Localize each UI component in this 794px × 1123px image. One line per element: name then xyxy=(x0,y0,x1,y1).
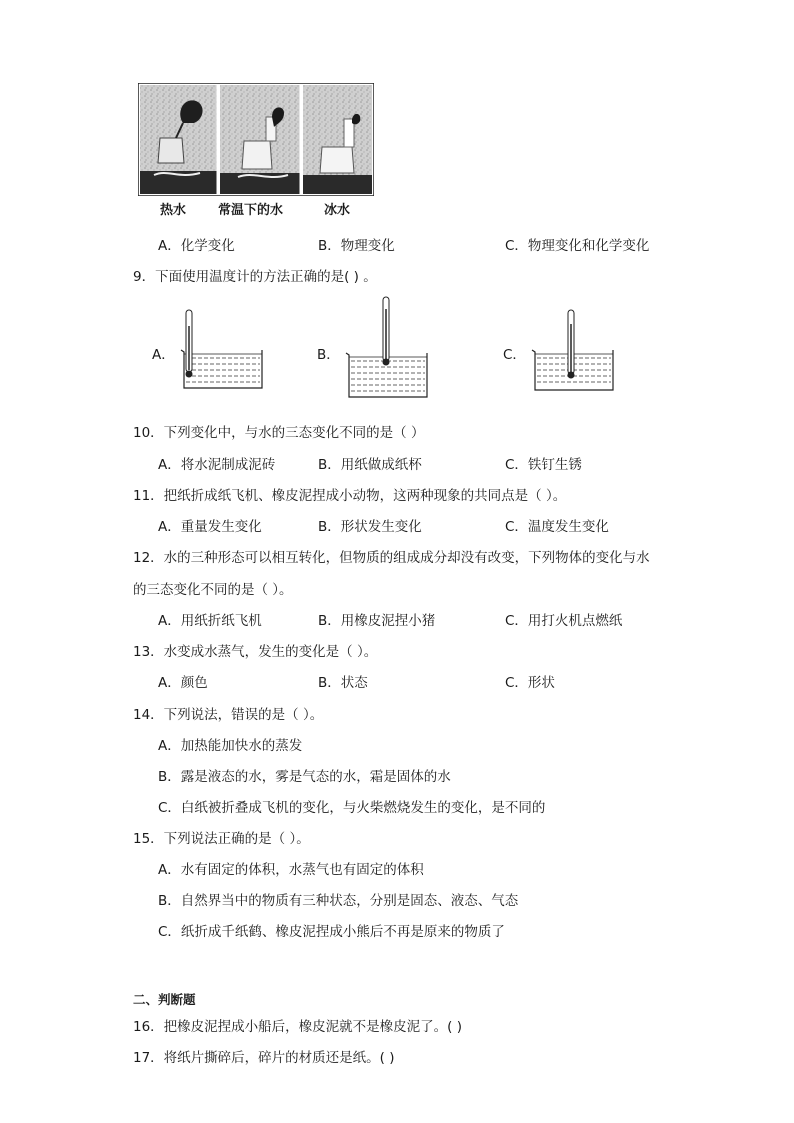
q13-stem: 13．水变成水蒸气，发生的变化是（ ）。 xyxy=(133,644,378,660)
q8-option-a: A．化学变化 xyxy=(158,238,235,254)
q13-option-c: C．形状 xyxy=(505,675,555,691)
q9-label-a: A． xyxy=(152,347,175,363)
room-temp-water-photo xyxy=(220,85,300,194)
q8-option-c: C．物理变化和化学变化 xyxy=(505,238,650,254)
balloon-bottle-photo-strip xyxy=(138,83,374,196)
q11-stem: 11．把纸折成纸飞机、橡皮泥捏成小动物，这两种现象的共同点是（ ）。 xyxy=(133,488,567,504)
q9-label-b: B． xyxy=(317,347,340,363)
beaker-a-diagram xyxy=(176,306,266,396)
q12-option-c: C．用打火机点燃纸 xyxy=(505,613,623,629)
q10-stem: 10．下列变化中，与水的三态变化不同的是（ ） xyxy=(133,425,425,441)
q11-option-b: B．形状发生变化 xyxy=(318,519,422,535)
q11-option-a: A．重量发生变化 xyxy=(158,519,262,535)
q12-option-b: B．用橡皮泥捏小猪 xyxy=(318,613,436,629)
caption-ice-water: 冰水 xyxy=(324,203,351,218)
q15-option-c: C．纸折成千纸鹤、橡皮泥捏成小熊后不再是原来的物质了 xyxy=(158,924,505,940)
q14-option-c: C．白纸被折叠成飞机的变化，与火柴燃烧发生的变化，是不同的 xyxy=(158,800,546,816)
beaker-c-diagram xyxy=(529,306,619,396)
beaker-b-water-lines xyxy=(351,361,425,391)
q14-option-b: B．露是液态的水，雾是气态的水，霜是固体的水 xyxy=(158,769,451,785)
balloon-bottle-photos xyxy=(138,83,374,196)
q15-stem: 15．下列说法正确的是（ ）。 xyxy=(133,831,310,847)
ice-water-photo xyxy=(303,85,372,194)
q10-option-a: A．将水泥制成泥砖 xyxy=(158,457,276,473)
q17-stem: 17．将纸片撕碎后，碎片的材质还是纸。( ) xyxy=(133,1050,395,1066)
q16-stem: 16．把橡皮泥捏成小船后，橡皮泥就不是橡皮泥了。( ) xyxy=(133,1019,463,1035)
section-judgment-title: 二、判断题 xyxy=(133,992,196,1007)
q12-stem-line2: 的三态变化不同的是（ ）。 xyxy=(133,582,293,598)
q13-option-a: A．颜色 xyxy=(158,675,208,691)
caption-hot-water: 热水 xyxy=(160,203,187,218)
q9-stem: 9．下面使用温度计的方法正确的是( ) 。 xyxy=(133,269,377,285)
q15-option-b: B．自然界当中的物质有三种状态，分别是固态、液态、气态 xyxy=(158,893,519,909)
beaker-b-diagram xyxy=(343,295,433,400)
q9-label-c: C． xyxy=(503,347,526,363)
caption-room-temp-water: 常温下的水 xyxy=(218,203,284,218)
hot-water-photo xyxy=(140,85,218,194)
q14-stem: 14．下列说法，错误的是（ ）。 xyxy=(133,707,324,723)
beaker-a-water-lines xyxy=(186,358,260,382)
q12-stem-line1: 12．水的三种形态可以相互转化，但物质的组成成分却没有改变，下列物体的变化与水 xyxy=(133,550,650,566)
q11-option-c: C．温度发生变化 xyxy=(505,519,609,535)
q10-option-b: B．用纸做成纸杯 xyxy=(318,457,422,473)
q12-option-a: A．用纸折纸飞机 xyxy=(158,613,262,629)
q15-option-a: A．水有固定的体积，水蒸气也有固定的体积 xyxy=(158,862,424,878)
q14-option-a: A．加热能加快水的蒸发 xyxy=(158,738,303,754)
q13-option-b: B．状态 xyxy=(318,675,368,691)
q10-option-c: C．铁钉生锈 xyxy=(505,457,582,473)
q8-option-b: B．物理变化 xyxy=(318,238,395,254)
